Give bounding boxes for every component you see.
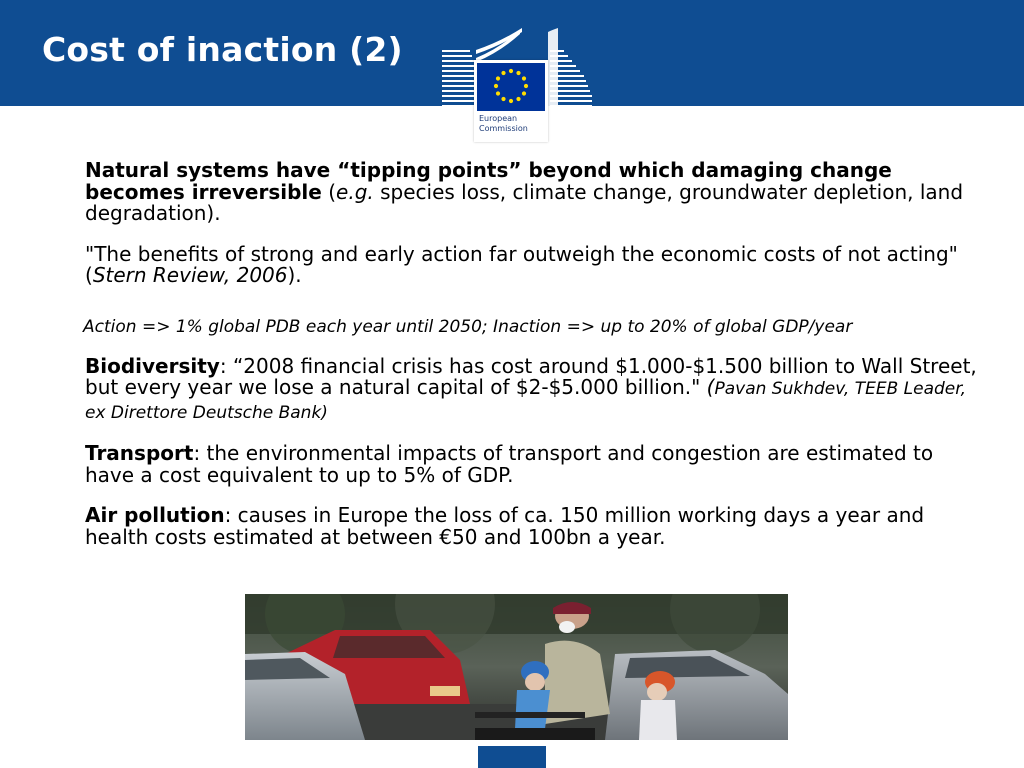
tipping-points-open: ( xyxy=(321,179,337,204)
biodiversity-source: Pavan Sukhdev, TEEB Leader, ex Direttore Deutsche Bank) xyxy=(85,379,967,423)
european-commission-logo xyxy=(474,60,548,142)
paragraph-biodiversity xyxy=(85,353,980,425)
paragraph-air-pollution xyxy=(85,505,980,548)
stern-close: ). xyxy=(287,263,302,287)
logo-label xyxy=(479,114,547,134)
biodiversity-paren: ( xyxy=(706,375,715,399)
stern-quote: "The benefits of strong and early action far outweigh the economic costs of not acting" ( xyxy=(85,241,958,287)
slide-body xyxy=(85,160,980,567)
paragraph-tipping-points xyxy=(85,160,980,225)
logo-line-1: European xyxy=(479,114,518,123)
transport-heading: Transport xyxy=(85,441,194,465)
biodiversity-heading: Biodiversity xyxy=(85,353,220,378)
cyclist-traffic-photo xyxy=(245,594,788,740)
eg-text: e.g. xyxy=(336,179,374,204)
biodiversity-text: : “2008 financial crisis has cost around $1.000-$1.500 billion to Wall Street, but every year we lose a natural capital of $2-$5.000 billion." xyxy=(85,353,977,399)
air-pollution-heading: Air pollution xyxy=(85,503,225,527)
logo-line-2: Commission xyxy=(479,124,528,133)
paragraph-transport xyxy=(85,443,980,486)
paragraph-action-inaction: Action => 1% global PDB each year until 2050; Inaction => up to 20% of global GDP/year xyxy=(83,316,853,337)
paragraph-stern-review xyxy=(85,241,980,287)
air-pollution-text: : causes in Europe the loss of ca. 150 million working days a year and health costs estimated at between €50 and 100bn a year. xyxy=(85,503,925,549)
stern-source: Stern Review, 2006 xyxy=(92,263,288,287)
tipping-points-text: species loss, climate change, groundwater depletion, land degradation). xyxy=(85,179,964,225)
tipping-points-heading: Natural systems have “tipping points” beyond which damaging change becomes irreversible xyxy=(85,158,892,204)
slide-title: Cost of inaction (2) xyxy=(42,30,403,69)
eu-flag-icon xyxy=(477,63,545,111)
footer-tab xyxy=(478,746,546,768)
transport-text: : the environmental impacts of transport and congestion are estimated to have a cost equivalent to up to 5% of GDP. xyxy=(85,441,934,487)
